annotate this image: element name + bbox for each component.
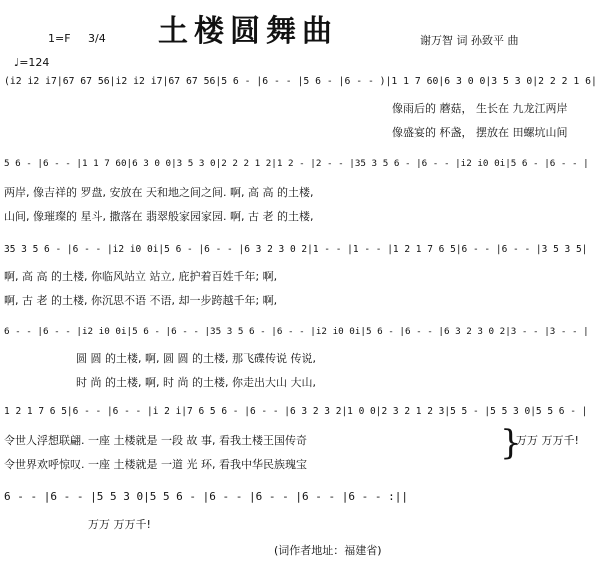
notation-row-5: 1 2 1 7 6 5|6 - - |6 - - |i 2 i|7 6 5 6 - |6 - - |6 3 2 3 2|1 0 0|2 3 2 1 2 3|5 5 - |5 5 3 0|5 5 6 - | [4, 406, 588, 417]
song-title: 土楼圆舞曲 [158, 14, 338, 49]
key-signature: 1=F [48, 32, 71, 45]
lyric-row-3-verse-1: 啊, 高 高 的土楼, 你临风站立 站立, 庇护着百姓千年; 啊, [4, 270, 278, 283]
lyricist-address: (词作者地址：福建省) [274, 544, 382, 557]
tempo-marking: ♩=124 [14, 56, 50, 69]
lyric-row-6: 万万 万万千! [88, 518, 151, 531]
notation-row-3: 35 3 5 6 - |6 - - |i2 i0 0i|5 6 - |6 - - |6 3 2 3 0 2|1 - - |1 - - |1 2 1 7 6 5|6 - - |6 - - |3 5 3 5| [4, 244, 588, 255]
lyric-row-5-verse-1: 令世人浮想联翩. 一座 土楼就是 一段 故 事, 看我土楼王国传奇 [4, 434, 307, 447]
lyric-row-1-verse-2: 像盛宴的 杯盏， 摆放在 田螺坑山间 [392, 126, 568, 139]
repeat-brace: } [500, 423, 522, 463]
time-signature: 3/4 [88, 32, 106, 45]
lyric-row-4-verse-2: 时 尚 的土楼, 啊, 时 尚 的土楼, 你走出大山 大山, [76, 376, 316, 389]
notation-row-4: 6 - - |6 - - |i2 i0 0i|5 6 - |6 - - |35 3 5 6 - |6 - - |i2 i0 0i|5 6 - |6 - - |6 3 2 3 0 2|3 - - |3 - - | [4, 326, 589, 337]
notation-row-2: 5 6 - |6 - - |1 1 7 60|6 3 0 0|3 5 3 0|2 2 2 1 2|1 2 - |2 - - |35 3 5 6 - |6 - - |i2 i0 0i|5 6 - |6 - - | [4, 158, 589, 169]
notation-row-1: (i2 i2 i7|67 67 56|i2 i2 i7|67 67 56|5 6 - |6 - - |5 6 - |6 - - )|1 1 7 60|6 3 0 0|3 5 3 0|2 2 2 1 6| [4, 76, 597, 87]
lyric-row-5-refrain: 万万 万万千! [516, 434, 579, 447]
lyric-row-4-verse-1: 圆 圆 的土楼, 啊, 圆 圆 的土楼, 那飞碟传说 传说, [76, 352, 316, 365]
credits: 谢万智 词 孙致平 曲 [420, 34, 519, 47]
lyric-row-3-verse-2: 啊, 古 老 的土楼, 你沉思不语 不语, 却一步跨越千年; 啊, [4, 294, 278, 307]
lyric-row-1-verse-1: 像雨后的 蘑菇， 生长在 九龙江两岸 [392, 102, 568, 115]
lyric-row-5-verse-2: 令世界欢呼惊叹. 一座 土楼就是 一道 光 环, 看我中华民族瑰宝 [4, 458, 307, 471]
lyric-row-2-verse-1: 两岸, 像吉祥的 罗盘, 安放在 天和地之间之间. 啊, 高 高 的土楼, [4, 186, 314, 199]
notation-row-6: 6 - - |6 - - |5 5 3 0|5 5 6 - |6 - - |6 - - |6 - - |6 - - :|| [4, 490, 408, 503]
lyric-row-2-verse-2: 山间, 像璀璨的 星斗, 撒落在 翡翠般家园家园. 啊, 古 老 的土楼, [4, 210, 314, 223]
